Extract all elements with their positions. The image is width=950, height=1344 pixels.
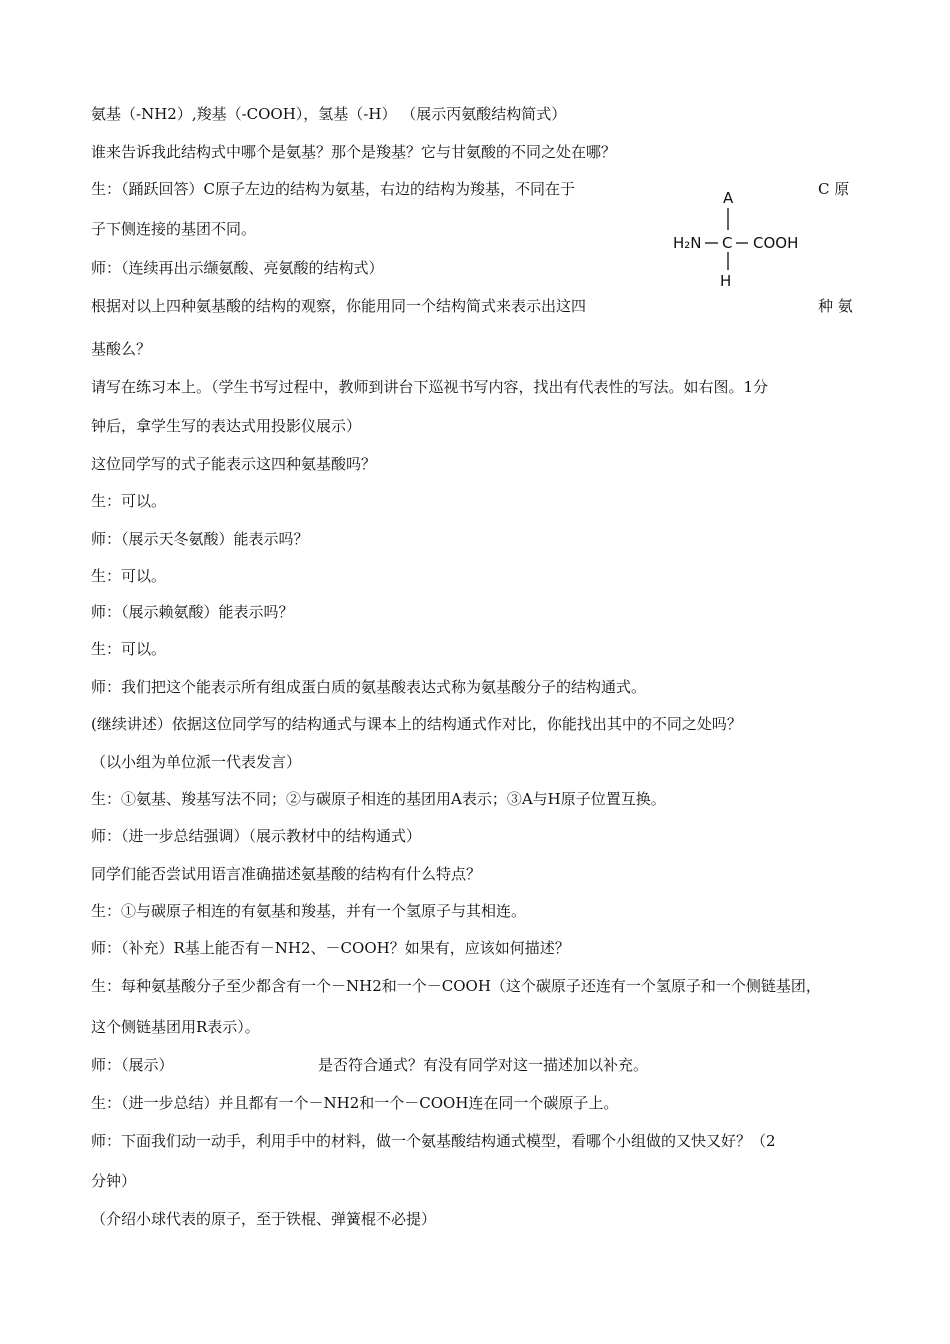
text-line: 师：（展示天冬氨酸）能表示吗？ <box>91 530 309 548</box>
text-line: 师：（展示赖氨酸）能表示吗？ <box>91 603 294 621</box>
formula-bottom-group: H <box>720 272 732 290</box>
text-line: 师：我们把这个能表示所有组成蛋白质的氨基酸表达式称为氨基酸分子的结构通式。 <box>91 678 647 696</box>
text-line: 谁来告诉我此结构式中哪个是氨基？那个是羧基？它与甘氨酸的不同之处在哪？ <box>91 143 617 161</box>
text-line: 根据对以上四种氨基酸的结构的观察，你能用同一个结构简式来表示出这四 <box>91 297 587 315</box>
amino-acid-structural-formula <box>670 186 820 291</box>
text-line: 生：可以。 <box>91 567 167 585</box>
text-line: 同学们能否尝试用语言准确描述氨基酸的结构有什么特点？ <box>91 865 482 883</box>
text-line: 生：①与碳原子相连的有氨基和羧基，并有一个氢原子与其相连。 <box>91 902 527 920</box>
text-line: 请写在练习本上。（学生书写过程中，教师到讲台下巡视书写内容，找出有代表性的写法。如右图。1分 <box>91 378 769 396</box>
text-line: 师：（展示） <box>91 1056 174 1074</box>
text-line: 师：（进一步总结强调）（展示教材中的结构通式） <box>91 827 422 845</box>
text-line: 生：可以。 <box>91 492 167 510</box>
text-line: 基酸么？ <box>91 340 152 358</box>
text-line: 种 氨 <box>818 297 853 315</box>
formula-center-atom: C <box>722 234 733 252</box>
text-line: 分钟） <box>91 1172 137 1190</box>
text-line: 生：每种氨基酸分子至少都含有一个－NH2和一个－COOH（这个碳原子还连有一个氢原子和一个侧链基团， <box>91 977 821 995</box>
text-line: 这位同学写的式子能表示这四种氨基酸吗？ <box>91 455 377 473</box>
text-line: 生：（踊跃回答）C原子左边的结构为氨基，右边的结构为羧基，不同在于 <box>91 180 575 198</box>
text-line: 师：（补充）R基上能否有－NH2、－COOH？如果有，应该如何描述？ <box>91 939 570 957</box>
formula-top-group: A <box>723 189 734 207</box>
formula-right-group: COOH <box>753 234 799 252</box>
text-line: 生：可以。 <box>91 640 167 658</box>
text-line: 子下侧连接的基团不同。 <box>91 220 257 238</box>
text-line: 师：下面我们动一动手，利用手中的材料，做一个氨基酸结构通式模型，看哪个小组做的又快又好？（2 <box>91 1132 776 1150</box>
text-line: (继续讲述）依据这位同学写的结构通式与课本上的结构通式作对比，你能找出其中的不同之处吗？ <box>91 715 742 733</box>
formula-left-group: H₂N <box>673 234 702 252</box>
text-line: （介绍小球代表的原子，至于铁棍、弹簧棍不必提） <box>91 1210 437 1228</box>
text-line: 钟后，拿学生写的表达式用投影仪展示） <box>91 417 362 435</box>
text-line: C 原 <box>818 180 850 198</box>
text-line: 是否符合通式？有没有同学对这一描述加以补充。 <box>318 1056 649 1074</box>
text-line: 生：①氨基、羧基写法不同；②与碳原子相连的基团用A表示；③A与H原子位置互换。 <box>91 790 666 808</box>
text-line: （以小组为单位派一代表发言） <box>91 753 302 771</box>
text-line: 氨基（-NH2）,羧基（-COOH），氢基（-H） （展示丙氨酸结构简式） <box>91 105 567 123</box>
structural-formula-drawing <box>670 186 820 291</box>
text-line: 生：（进一步总结）并且都有一个－NH2和一个－COOH连在同一个碳原子上。 <box>91 1094 619 1112</box>
text-line: 师：（连续再出示缬氨酸、亮氨酸的结构式） <box>91 259 384 277</box>
text-line: 这个侧链基团用R表示）。 <box>91 1018 260 1036</box>
